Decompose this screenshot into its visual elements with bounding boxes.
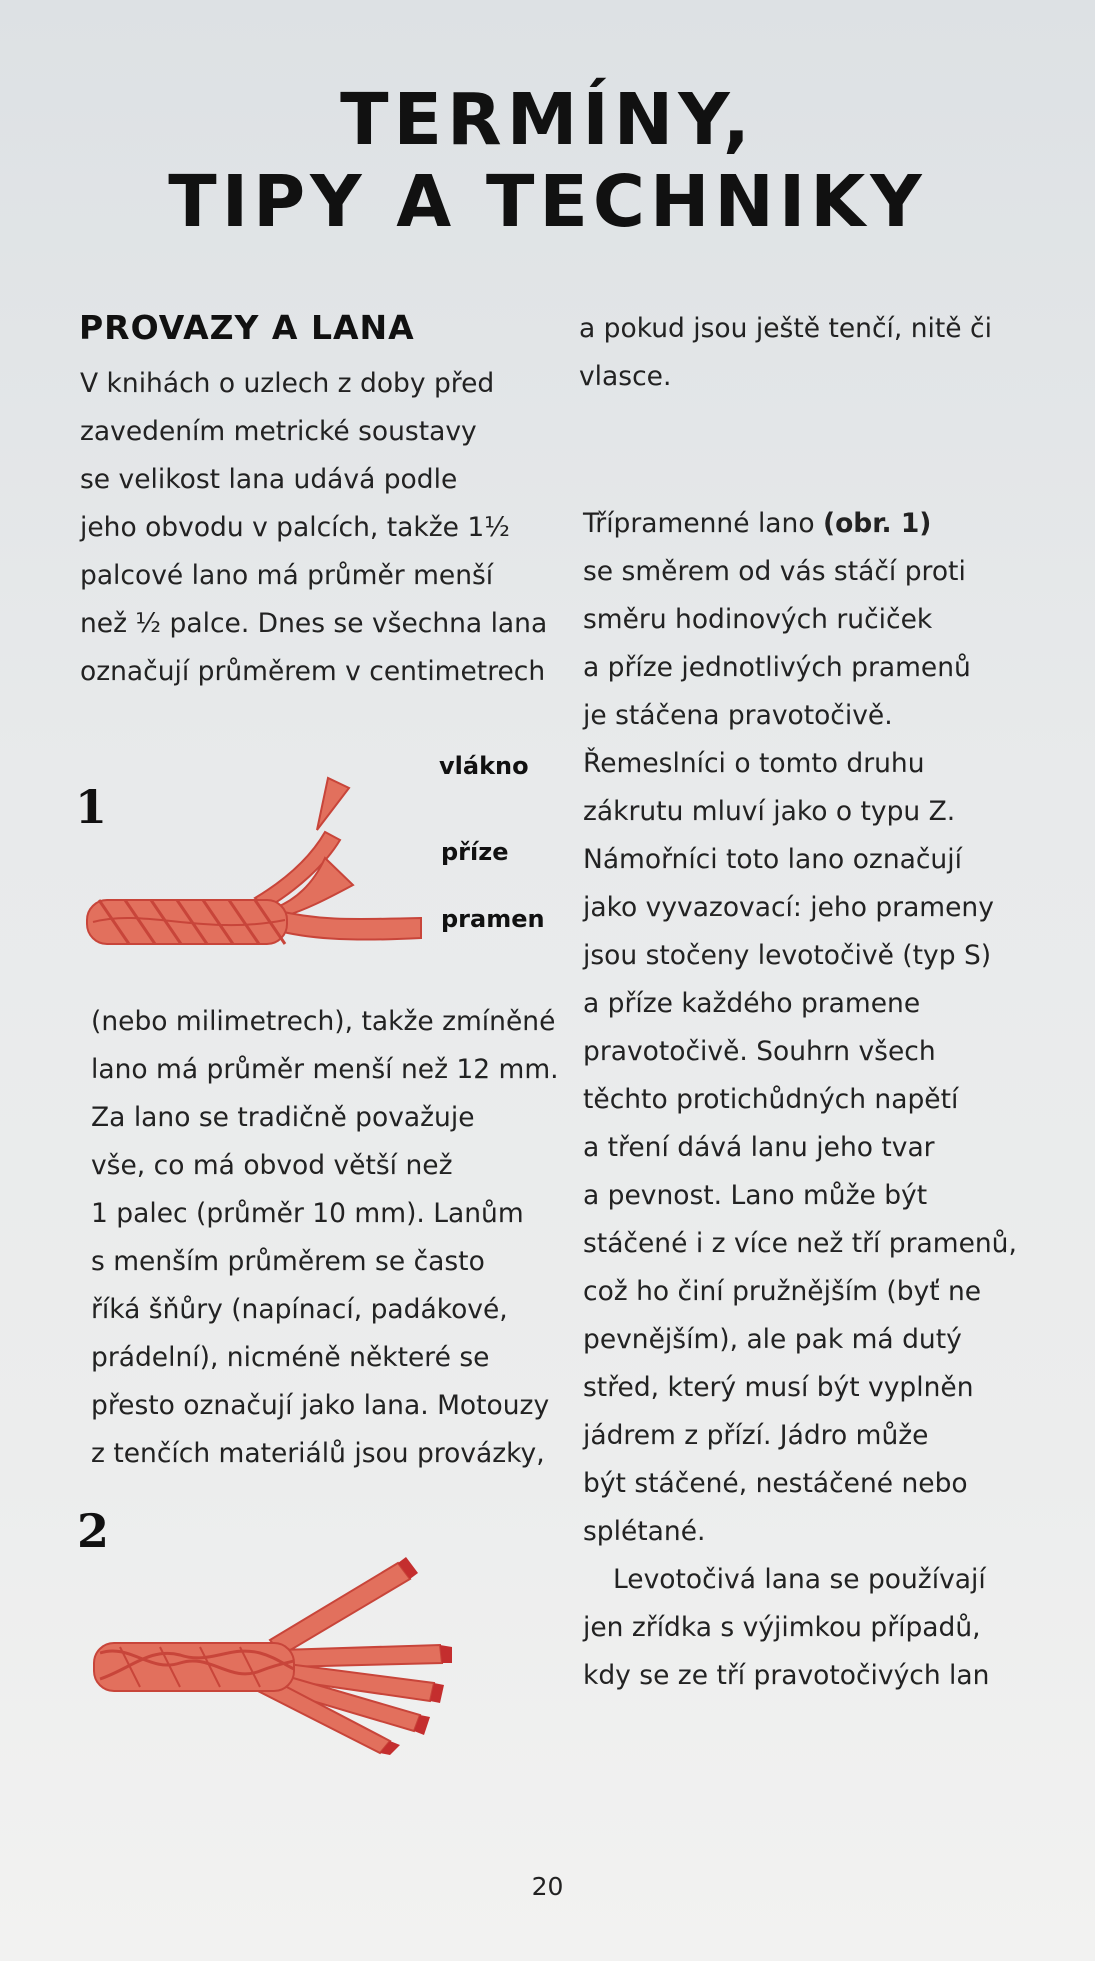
figure2-rope-illustration xyxy=(90,1555,460,1755)
text-line: splétané. xyxy=(583,1516,706,1547)
rope-body xyxy=(87,900,287,944)
label-fiber: vlákno xyxy=(439,752,529,780)
text-line: být stáčené, nestáčené nebo xyxy=(583,1468,968,1499)
text-line: přesto označují jako lana. Motouzy xyxy=(91,1390,550,1421)
column2-bottom-text xyxy=(583,500,1063,1700)
text-line: z tenčích materiálů jsou provázky, xyxy=(91,1438,545,1469)
text-line: označují průměrem v centimetrech xyxy=(80,656,546,687)
strand-end xyxy=(275,910,421,940)
text-line: jen zřídka s výjimkou případů, xyxy=(583,1612,981,1643)
text-line: palcové lano má průměr menší xyxy=(80,560,494,591)
text-line: Za lano se tradičně považuje xyxy=(91,1102,475,1133)
text-line: pevnějším), ale pak má dutý xyxy=(583,1324,962,1355)
text-line: a příze jednotlivých pramenů xyxy=(583,652,971,683)
text-line: prádelní), nicméně některé se xyxy=(91,1342,490,1373)
figure1-rope-illustration xyxy=(85,770,425,950)
section-heading: PROVAZY A LANA xyxy=(79,308,415,347)
label-strand: pramen xyxy=(441,905,545,933)
text-line: se směrem od vás stáčí proti xyxy=(583,556,966,587)
fiber-fan xyxy=(317,778,349,830)
text-line: než ½ palce. Dnes se všechna lana xyxy=(80,608,548,639)
text-line: a pokud jsou ještě tenčí, nitě či xyxy=(579,313,992,344)
text-line: zavedením metrické soustavy xyxy=(80,416,477,447)
column1-bottom-text xyxy=(91,998,571,1478)
text-line: jsou stočeny levotočivě (typ S) xyxy=(583,940,992,971)
text-line: kdy se ze tří pravotočivých lan xyxy=(583,1660,990,1691)
text-line: Řemeslníci o tomto druhu xyxy=(583,748,925,779)
text-line: jeho obvodu v palcích, takže 1½ xyxy=(80,512,510,543)
text-line: se velikost lana udává podle xyxy=(80,464,458,495)
text-line: zákrutu mluví jako o typu Z. xyxy=(583,796,956,827)
braided-rope xyxy=(94,1557,452,1755)
text-line: Levotočivá lana se používají xyxy=(613,1564,986,1595)
text-line: pravotočivě. Souhrn všech xyxy=(583,1036,936,1067)
figure1-number: 1 xyxy=(75,780,108,834)
text-line: a příze každého pramene xyxy=(583,988,921,1019)
text-line: V knihách o uzlech z doby před xyxy=(80,368,495,399)
text-line: jako vyvazovací: jeho prameny xyxy=(583,892,994,923)
text-line: což ho činí pružnějším (byť ne xyxy=(583,1276,982,1307)
text-line: a tření dává lanu jeho tvar xyxy=(583,1132,935,1163)
page-number: 20 xyxy=(531,1872,564,1901)
text-line: a pevnost. Lano může být xyxy=(583,1180,928,1211)
text-line: 1 palec (průměr 10 mm). Lanům xyxy=(91,1198,524,1229)
text-run: Třípramenné lano xyxy=(583,508,823,539)
column1-top-text xyxy=(80,360,560,696)
text-line: směru hodinových ručiček xyxy=(583,604,933,635)
page-title-line2: TIPY A TECHNIKY xyxy=(168,160,927,243)
text-line: jádrem z přízí. Jádro může xyxy=(583,1420,929,1451)
text-line: střed, který musí být vyplněn xyxy=(583,1372,974,1403)
figure2-number: 2 xyxy=(77,1504,110,1558)
text-line: těchto protichůdných napětí xyxy=(583,1084,959,1115)
page-title-line1: TERMÍNY, xyxy=(340,78,755,161)
text-line: Námořníci toto lano označují xyxy=(583,844,962,875)
column2-top-text xyxy=(579,305,1059,401)
label-yarn: příze xyxy=(441,838,509,866)
text-line: vlasce. xyxy=(579,361,672,392)
text-line: je stáčena pravotočivě. xyxy=(583,700,893,731)
text-line xyxy=(583,500,1063,548)
text-line: vše, co má obvod větší než xyxy=(91,1150,453,1181)
text-line: říká šňůry (napínací, padákové, xyxy=(91,1294,508,1325)
text-line: lano má průměr menší než 12 mm. xyxy=(91,1054,559,1085)
text-line: s menším průměrem se často xyxy=(91,1246,485,1277)
text-line: (nebo milimetrech), takže zmíněné xyxy=(91,1006,556,1037)
figure-reference: (obr. 1) xyxy=(822,508,932,539)
text-line: stáčené i z více než tří pramenů, xyxy=(583,1228,1017,1259)
